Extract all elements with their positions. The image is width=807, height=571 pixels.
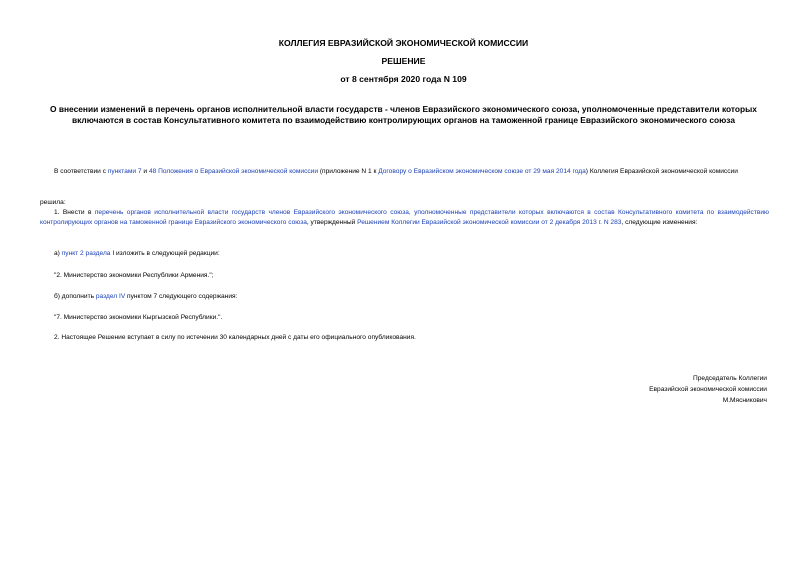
quote-a: "2. Министерство экономики Республики Армения."; — [54, 272, 214, 279]
link-list-of-bodies[interactable]: перечень органов исполнительной власти государств членов Евразийского экономического союза, уполномоченные представители которых включаются в состав Консультативного комитета по взаимодействию контролирующих органов на таможенной границе Евразийского экономического союза — [40, 209, 769, 226]
link-points-7[interactable]: пунктами 7 — [107, 168, 142, 175]
signature-position: Председатель Коллегии — [693, 375, 767, 382]
document-subject: О внесении изменений в перечень органов исполнительной власти государств - членов Евразийского экономического союза, уполномоченные представители которых включаются в состав Консультативного комитета по взаимодействию контролирующих органов на таможенной границе Евразийского экономического союза — [50, 104, 757, 126]
date-number: от 8 сентября 2020 года N 109 — [340, 74, 467, 84]
signature-name: М.Мясникович — [722, 397, 767, 404]
organization-title: КОЛЛЕГИЯ ЕВРАЗИЙСКОЙ ЭКОНОМИЧЕСКОЙ КОМИССИИ — [278, 38, 529, 48]
link-point-2-section[interactable]: пункт 2 раздела — [61, 250, 111, 257]
link-regulation-48[interactable]: 48 Положения о Евразийской экономической комиссии — [148, 168, 319, 175]
quote-b: "7. Министерство экономики Кыргызской Республики.". — [54, 314, 223, 321]
item-1-paragraph: 1. Внести в перечень органов исполнительной власти государств членов Евразийского экономического союза, уполномоченные представители которых включаются в состав Консультативного комитета по взаимодействию контролирующих органов на таможенной границе Евразийского экономического союза, утвержденный Решением Коллегии Евразийской экономической комиссии от 2 декабря 2013 г. N 283, следующие изменения: — [40, 209, 769, 226]
item-b: б) дополнить раздел IV пунктом 7 следующего содержания: — [54, 293, 238, 300]
link-treaty[interactable]: Договору о Евразийском экономическом союзе от 29 мая 2014 года — [378, 168, 586, 175]
item-a: а) пункт 2 раздела I изложить в следующей редакции: — [54, 250, 220, 257]
signature-block — [467, 373, 767, 406]
document-type: РЕШЕНИЕ — [381, 56, 426, 66]
preamble-paragraph: В соответствии с пунктами 7 и 48 Положения о Евразийской экономической комиссии (приложение N 1 к Договору о Евразийском экономическом союзе от 29 мая 2014 года) Коллегия Евразийской экономической комиссии — [54, 168, 738, 175]
link-section-iv[interactable]: раздел IV — [95, 293, 126, 300]
link-decision-283[interactable]: Решением Коллегии Евразийской экономической комиссии от 2 декабря 2013 г. N 283 — [357, 218, 622, 226]
decided-label: решила: — [40, 199, 66, 206]
signature-organization: Евразийской экономической комиссии — [649, 386, 767, 393]
item-2: 2. Настоящее Решение вступает в силу по истечении 30 календарных дней с даты его официального опубликования. — [54, 334, 416, 341]
